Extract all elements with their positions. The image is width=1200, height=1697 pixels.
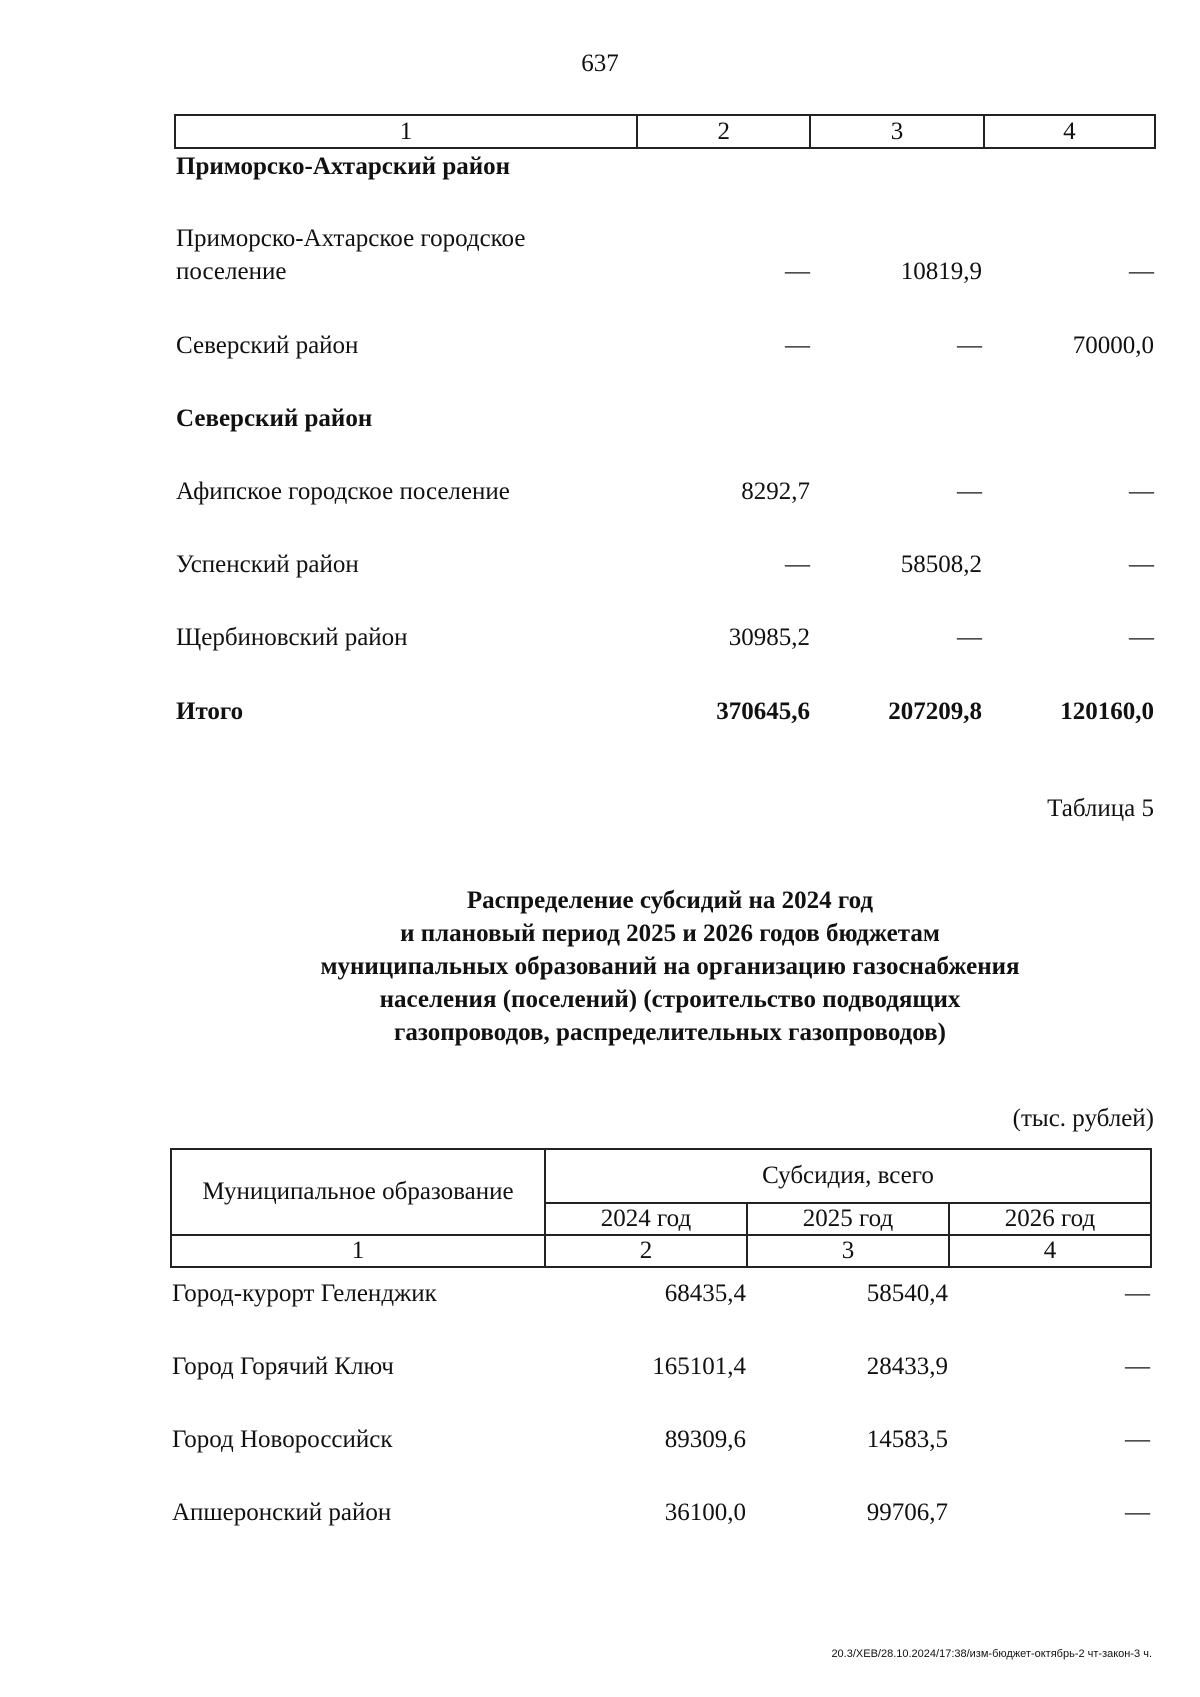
col-municipality: Муниципальное образование	[171, 1149, 545, 1235]
table4-cell: 58508,2	[900, 551, 982, 578]
table4-cell: —	[957, 478, 982, 505]
table5-cell: 89309,6	[664, 1426, 746, 1453]
table5-cell: 68435,4	[664, 1280, 746, 1307]
document-footer: 20.3/ХЕВ/28.10.2024/17:38/изм-бюджет-октябрь-2 чт-закон-3 ч.	[831, 1648, 1152, 1660]
table4-total-cell: 120160,0	[1060, 698, 1154, 725]
title-line: населения (поселений) (строительство подводящих	[379, 986, 961, 1013]
table5-row-label: Город Новороссийск	[172, 1426, 393, 1453]
table4-cell: 70000,0	[1072, 332, 1154, 359]
table4-total-cell: 370645,6	[716, 698, 810, 725]
table4-cell: —	[785, 332, 810, 359]
table4-header	[174, 114, 1156, 149]
table4-cell: 30985,2	[728, 624, 810, 651]
table4-cell: —	[785, 551, 810, 578]
table4-row-label: Афипское городское поселение	[176, 478, 510, 505]
col-year-2026: 2026 год	[949, 1203, 1151, 1235]
table5-cell: 99706,7	[866, 1499, 948, 1526]
table4-cell: —	[957, 332, 982, 359]
table5-header	[170, 1148, 1152, 1268]
units-label: (тыс. рублей)	[1012, 1105, 1154, 1132]
table4-cell: —	[957, 624, 982, 651]
title-line: и плановый период 2025 и 2026 годов бюджетам	[400, 920, 940, 947]
table4-cell: —	[1129, 258, 1154, 285]
table4-row-label: Северский район	[176, 332, 359, 359]
table4-cell: 8292,7	[741, 478, 810, 505]
col-year-2025: 2025 год	[747, 1203, 949, 1235]
table4-col-1: 1	[175, 115, 637, 148]
table4-col-2: 2	[637, 115, 810, 148]
table5-title	[150, 884, 1190, 1049]
col-number-2: 2	[545, 1235, 747, 1267]
title-line: Распределение субсидий на 2024 год	[466, 887, 874, 914]
table4-total-label: Итого	[176, 698, 244, 725]
table4-row-label-line2: поселение	[176, 258, 287, 285]
table5-row-label: Город Горячий Ключ	[172, 1353, 394, 1380]
table5-cell: 58540,4	[866, 1280, 948, 1307]
table5-cell: 28433,9	[866, 1353, 948, 1380]
table4-cell: —	[1129, 478, 1154, 505]
table5-cell: 165101,4	[652, 1353, 746, 1380]
table5-row-label: Город-курорт Геленджик	[172, 1280, 437, 1307]
table5-cell: —	[1125, 1280, 1150, 1307]
table5-cell: 36100,0	[664, 1499, 746, 1526]
table4-row-label: Успенский район	[176, 551, 359, 578]
table4-total-cell: 207209,8	[888, 698, 982, 725]
col-number-4: 4	[949, 1235, 1151, 1267]
table5-cell: —	[1125, 1499, 1150, 1526]
table4-cell: —	[1129, 551, 1154, 578]
table5-cell: —	[1125, 1353, 1150, 1380]
table-caption: Таблица 5	[1047, 795, 1154, 822]
table4-cell: —	[785, 258, 810, 285]
col-subsidy-total: Субсидия, всего	[545, 1149, 1151, 1203]
table5-row-label: Апшеронский район	[172, 1499, 392, 1526]
col-number-3: 3	[747, 1235, 949, 1267]
table4-cell: 10819,9	[900, 258, 982, 285]
table4-cell: —	[1129, 624, 1154, 651]
col-number-1: 1	[171, 1235, 545, 1267]
table5-cell: 14583,5	[866, 1426, 948, 1453]
table5-cell: —	[1125, 1426, 1150, 1453]
table4-row-label: Приморско-Ахтарский район	[176, 153, 511, 180]
page-number: 637	[581, 50, 619, 77]
col-year-2024: 2024 год	[545, 1203, 747, 1235]
table4-row-label-line1: Приморско-Ахтарское городское	[176, 225, 526, 252]
title-line: газопроводов, распределительных газопроводов)	[393, 1019, 946, 1046]
table4-row-label: Щербиновский район	[176, 624, 408, 651]
table4-col-3: 3	[810, 115, 983, 148]
title-line: муниципальных образований на организацию газоснабжения	[320, 953, 1020, 980]
table4-col-4: 4	[984, 115, 1155, 148]
table4-row-label: Северский район	[176, 405, 373, 432]
